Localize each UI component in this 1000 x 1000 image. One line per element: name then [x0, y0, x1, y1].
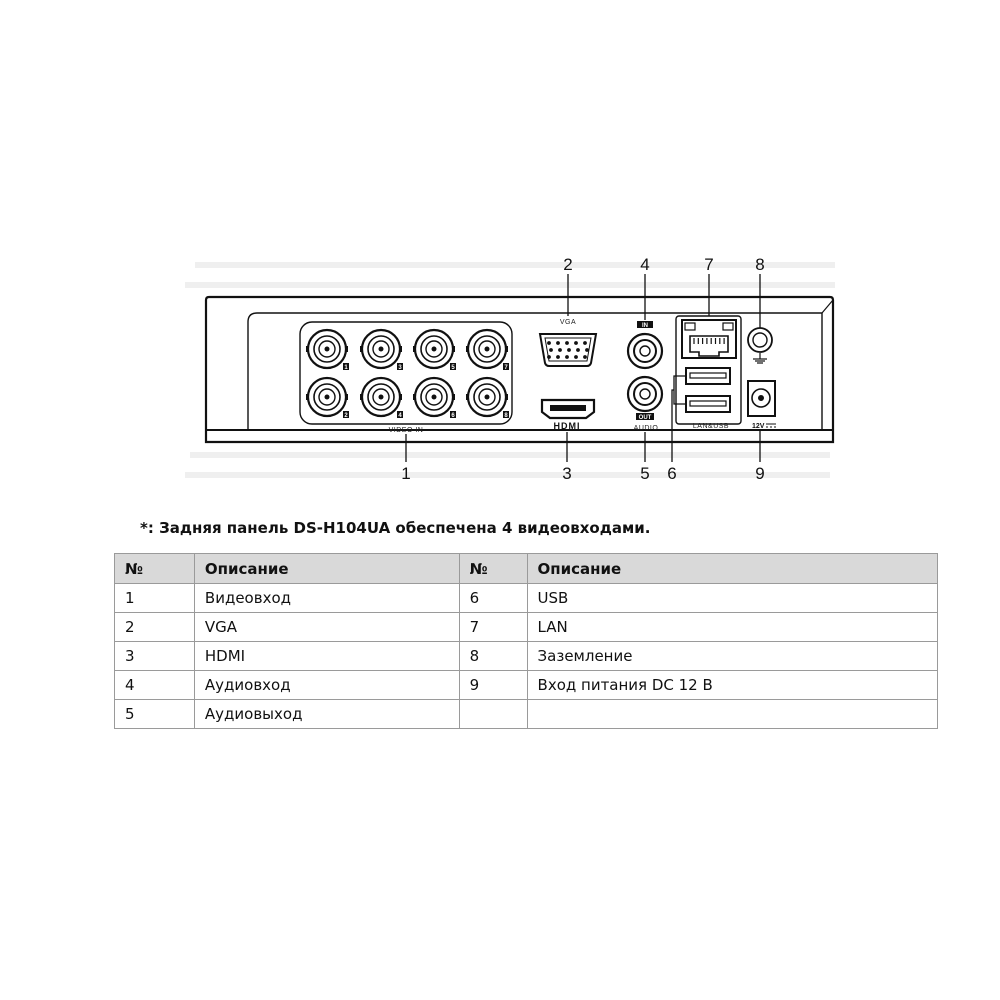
table-cell: Заземление [527, 642, 937, 671]
bnc-channel-badge [397, 363, 403, 371]
callout-1: 1 [401, 464, 411, 483]
bnc-connector [466, 330, 508, 368]
bnc-channel-number: 3 [398, 365, 402, 371]
table-cell: 3 [115, 642, 195, 671]
table-cell: 6 [459, 584, 527, 613]
table-cell: Вход питания DC 12 В [527, 671, 937, 700]
bnc-connector [413, 378, 455, 416]
table-cell: 8 [459, 642, 527, 671]
callout-7: 7 [704, 255, 714, 274]
bnc-channel-number: 2 [344, 413, 348, 419]
table-cell: LAN [527, 613, 937, 642]
hdmi-label: HDMI [553, 421, 581, 431]
bnc-channel-badge [343, 363, 349, 371]
table-cell: Аудиовыход [194, 700, 459, 729]
usb-port-2 [686, 396, 730, 412]
table-row [115, 584, 938, 613]
bnc-channel-number: 7 [504, 365, 508, 371]
bnc-channel-number: 4 [398, 413, 402, 419]
table-row [115, 642, 938, 671]
bnc-channel-badge [343, 411, 349, 419]
callout-8: 8 [755, 255, 765, 274]
bnc-channel-badge [450, 363, 456, 371]
lan-usb-label: LAN&USB [692, 423, 730, 430]
header-number-1: № [115, 554, 195, 584]
table-cell: 9 [459, 671, 527, 700]
bnc-channel-badge [503, 411, 509, 419]
model-note: *: Задняя панель DS-H104UA обеспечена 4 видеовходами. [140, 519, 651, 537]
table-cell: Аудиовход [194, 671, 459, 700]
bnc-channel-number: 1 [344, 365, 348, 371]
table-cell: USB [527, 584, 937, 613]
bnc-channel-number: 6 [451, 413, 455, 419]
table-header-row [115, 554, 938, 584]
bnc-channel-number: 8 [504, 413, 508, 419]
table-cell [527, 700, 937, 729]
table-cell [459, 700, 527, 729]
table-row [115, 671, 938, 700]
bnc-connector [306, 378, 348, 416]
bnc-connector [306, 330, 348, 368]
callout-5: 5 [640, 464, 650, 483]
table-cell: 4 [115, 671, 195, 700]
audio-out-label: OUT [638, 415, 652, 421]
bnc-connector [466, 378, 508, 416]
header-number-2: № [459, 554, 527, 584]
bnc-channel-number: 5 [451, 365, 455, 371]
vga-label: VGA [559, 319, 577, 326]
callout-2: 2 [563, 255, 573, 274]
table-cell: 5 [115, 700, 195, 729]
table-cell: Видеовход [194, 584, 459, 613]
table-row [115, 613, 938, 642]
table-cell: HDMI [194, 642, 459, 671]
audio-out-jack [628, 377, 662, 411]
table-cell: 2 [115, 613, 195, 642]
header-description-2: Описание [527, 554, 937, 584]
callout-6: 6 [667, 464, 677, 483]
audio-in-label: IN [642, 323, 648, 329]
table-cell: 1 [115, 584, 195, 613]
bnc-connector [413, 330, 455, 368]
port-description-table [114, 553, 938, 729]
bnc-channel-badge [450, 411, 456, 419]
usb-port-1 [686, 368, 730, 384]
video-in-label: VIDEO IN [388, 427, 424, 434]
bnc-connector [360, 378, 402, 416]
callout-4: 4 [640, 255, 650, 274]
lan-port [682, 320, 736, 358]
header-description-1: Описание [194, 554, 459, 584]
bnc-connector [360, 330, 402, 368]
bnc-channel-badge [503, 363, 509, 371]
table-cell: 7 [459, 613, 527, 642]
table-cell: VGA [194, 613, 459, 642]
table-row [115, 700, 938, 729]
audio-in-jack [628, 334, 662, 368]
audio-label: AUDIO [633, 425, 659, 432]
callout-9: 9 [755, 464, 765, 483]
bnc-channel-badge [397, 411, 403, 419]
power-label: 12V [752, 423, 765, 430]
callout-3: 3 [562, 464, 572, 483]
